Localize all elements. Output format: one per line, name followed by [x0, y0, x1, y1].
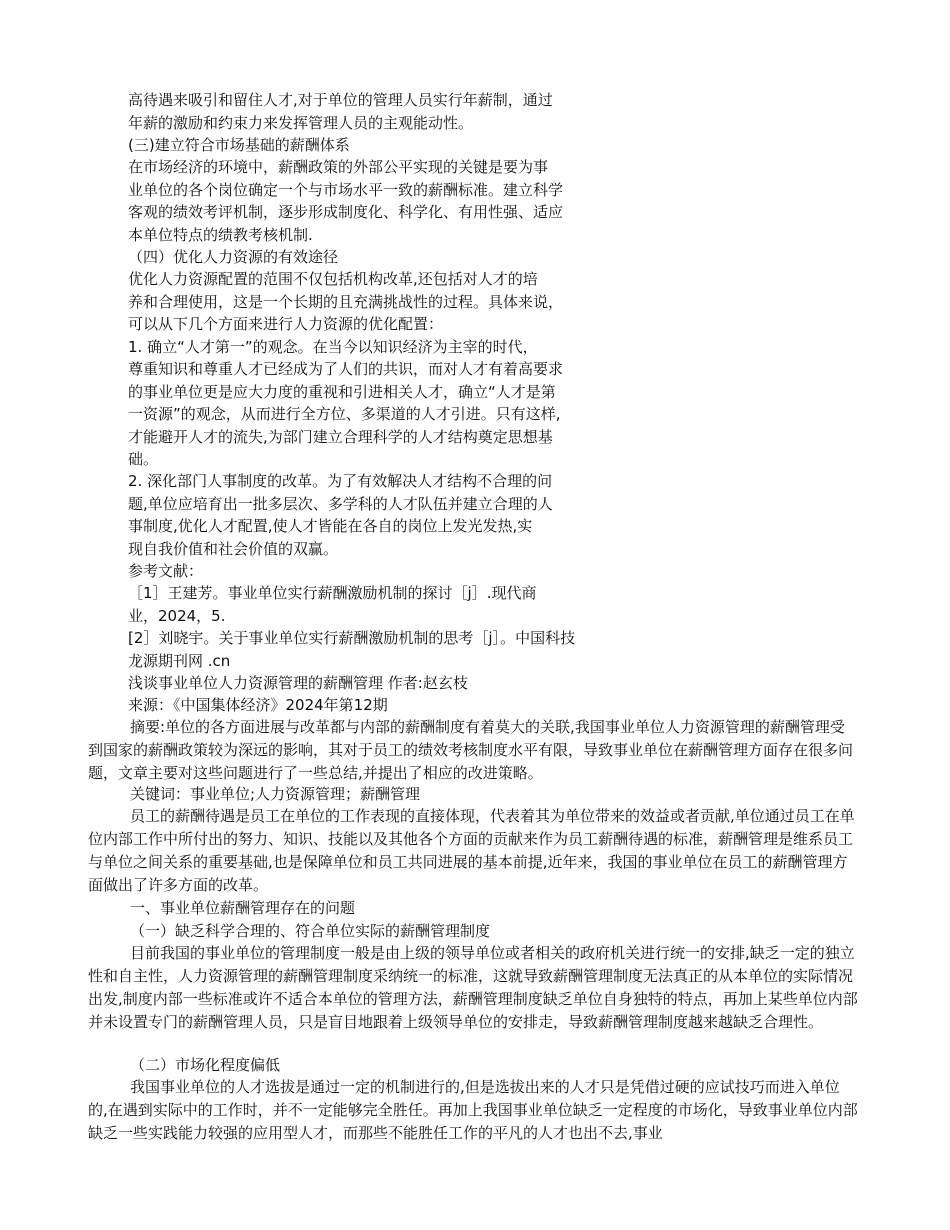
reference-line: [2］刘晓宇。关于事业单位实行薪酬激励机制的思考［j］。中国科技 — [128, 629, 576, 647]
body-line: 高待遇来吸引和留住人才,对于单位的管理人员实行年薪制，通过 — [128, 91, 553, 109]
body-line: 才能避开人才的流失,为部门建立合理科学的人才结构奠定思想基 — [128, 428, 553, 446]
section-heading: （四）优化人力资源的有效途径 — [128, 248, 339, 266]
abstract-paragraph: 摘要:单位的各方面进展与改革都与内部的薪酬制度有着莫大的关联,我国事业单位人力资源管理的薪酬管理受到国家的薪酬政策较为深远的影响，其对于员工的绩效考核制度水平有限，导致事业单位在薪酬管理方面存在很多问题，文章主要对这些问题进行了一些总结,并提出了相应的改进策略。 — [88, 718, 854, 782]
body-line: 题,单位应培育出一批多层次、多学科的人才队伍并建立合理的人 — [128, 495, 553, 513]
section-heading: (三)建立符合市场基础的薪酬体系 — [128, 136, 350, 154]
subsection-heading: （一）缺乏科学合理的、符合单位实际的薪酬管理制度 — [130, 922, 491, 940]
body-line: 现自我价值和社会价值的双赢。 — [128, 540, 339, 558]
body-line: 事制度,优化人才配置,使人才皆能在各自的岗位上发光发热,实 — [128, 517, 533, 535]
body-paragraph: 目前我国的事业单位的管理制度一般是由上级的领导单位或者相关的政府机关进行统一的安排,缺乏一定的独立性和自主性，人力资源管理的薪酬管理制度采纳统一的标准，这就导致薪酬管理制度无法真正的从本单位的实际情况出发,制度内部一些标准或许不适合本单位的管理方法，薪酬管理制度缺乏单位自身独特的特点，再加上某些单位内部并未设置专门的薪酬管理人员，只是盲目地跟着上级领导单位的安排走，导致薪酬管理制度越来越缺乏合理性。 — [88, 944, 858, 1031]
body-paragraph: 我国事业单位的人才选拔是通过一定的机制进行的,但是选拔出来的人才只是凭借过硬的应试技巧而进入单位的,在遇到实际中的工作时，并不一定能够完全胜任。再加上我国事业单位缺乏一定程度的市场化，导致事业单位内部缺乏一些实践能力较强的应用型人才，而那些不能胜任工作的平凡的人才也出不去,事业 — [88, 1078, 858, 1142]
body-line: 一资源”的观念，从而进行全方位、多渠道的人才引进。只有这样, — [128, 405, 561, 423]
intro-paragraph: 员工的薪酬待遇是员工在单位的工作表现的直接体现，代表着其为单位带来的效益或者贡献,单位通过员工在单位内部工作中所付出的努力、知识、技能以及其他各个方面的贡献来作为员工薪酬待遇的标准，薪酬管理是维系员工与单位之间关系的重要基础,也是保障单位和员工共同进展的基本前提,近年来，我国的事业单位在员工的薪酬管理方面做出了许多方面的改革。 — [88, 807, 855, 894]
section-heading: 一、事业单位薪酬管理存在的问题 — [130, 899, 356, 917]
body-line: 础。 — [128, 450, 159, 468]
body-line: 养和合理使用，这是一个长期的且充满挑战性的过程。具体来说， — [128, 293, 564, 311]
list-item-line: 2. 深化部门人事制度的改革。为了有效解决人才结构不合理的问 — [128, 472, 553, 490]
body-line: 年薪的激励和约束力来发挥管理人员的主观能动性。 — [128, 114, 474, 132]
references-heading: 参考文献： — [128, 562, 204, 580]
list-item-line: 1. 确立“人才第一”的观念。在当今以知识经济为主宰的时代， — [128, 338, 538, 356]
body-line: 可以从下几个方面来进行人力资源的优化配置： — [128, 315, 444, 333]
reference-line: 业，2024，5. — [128, 607, 226, 625]
subsection-heading: （二）市场化程度偏低 — [130, 1056, 281, 1074]
body-line: 的事业单位更是应大力度的重视和引进相关人才，确立“人才是第 — [128, 383, 556, 401]
body-line: 业单位的各个岗位确定一个与市场水平一致的薪酬标准。建立科学 — [128, 181, 564, 199]
body-line: 客观的绩效考评机制，逐步形成制度化、科学化、有用性强、适应 — [128, 203, 564, 221]
source-site-line: 龙源期刊网 .cn — [128, 652, 231, 670]
article-title-line: 浅谈事业单位人力资源管理的薪酬管理 作者:赵玄枝 — [128, 674, 468, 692]
body-line: 尊重知识和尊重人才已经成为了人们的共识，而对人才有着高要求 — [128, 360, 564, 378]
article-source-line: 来源：《中国集体经济》2024年第12期 — [128, 696, 388, 714]
reference-line: ［1］王建芳。事业单位实行薪酬激励机制的探讨［j］.现代商 — [128, 584, 537, 602]
body-line: 在市场经济的环境中，薪酬政策的外部公平实现的关键是要为事 — [128, 158, 549, 176]
keywords-line: 关键词：事业单位;人力资源管理；薪酬管理 — [130, 785, 421, 803]
body-line: 优化人力资源配置的范围不仅包括机构改革,还包括对人才的培 — [128, 270, 538, 288]
body-line: 本单位特点的绩教考核机制. — [128, 226, 313, 244]
